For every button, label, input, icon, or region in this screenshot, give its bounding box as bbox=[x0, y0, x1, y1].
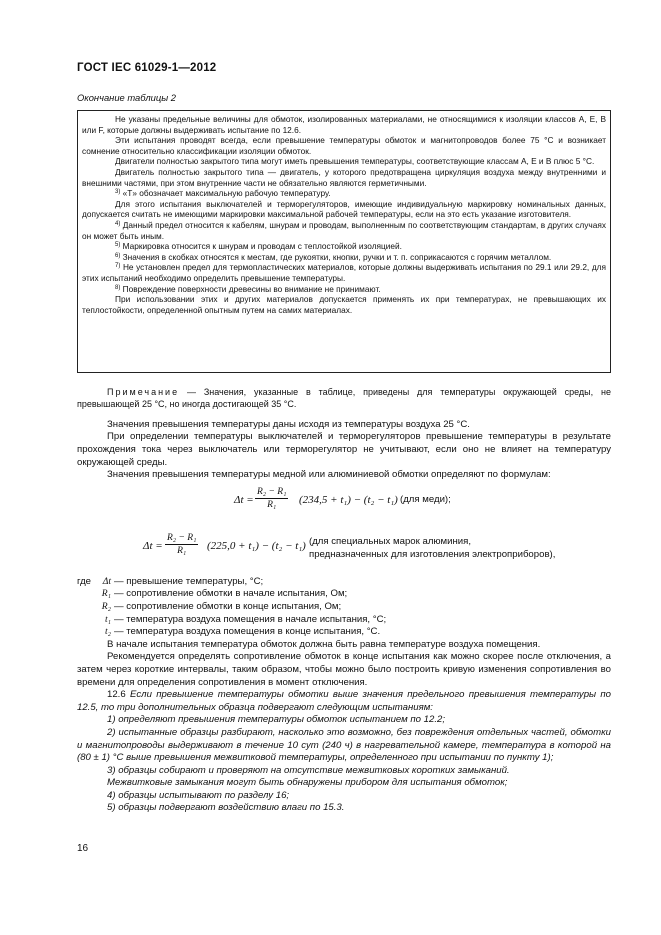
standard-header: ГОСТ IEC 61029-1—2012 bbox=[77, 62, 217, 74]
definition-text: — сопротивление обмотки в конце испытания, Ом; bbox=[114, 600, 342, 612]
note-text: — Значения, указанные в таблице, приведены для температуры окружающей среды, не превышающей 25 °С, но иногда достигающей 35 °С. bbox=[77, 387, 611, 410]
footnote-5: $^{5)}$ Маркировка относится к шнурам и проводам с теплостойкой изоляцией. bbox=[115, 241, 402, 252]
formula-aluminium bbox=[77, 526, 611, 576]
footnote-line: Двигатель полностью закрытого типа — двигатель, у которого предотвращена циркуляция воздуха между внутренними и внешними частями, при этом внутренние части не обязательно являются герметичными. bbox=[82, 166, 606, 188]
paragraph: Значения превышения температуры медной или алюминиевой обмотки определяют по формулам: bbox=[107, 469, 551, 481]
definition-text: — превышение температуры, °С; bbox=[114, 575, 264, 587]
fraction-numerator: R₂ − R₁ bbox=[257, 486, 287, 497]
definition-text: — температура воздуха помещения в конце испытания, °С. bbox=[114, 626, 381, 638]
formula-lhs: Δt = bbox=[234, 493, 254, 506]
paragraph: При определении температуры выключателей и терморегуляторов превышение температуры в результате прохождения тока через выключатель или терморегулятор не учитывают, если оно не влияет на температуру окружающей среды. bbox=[77, 431, 611, 468]
table-note bbox=[77, 386, 611, 411]
definition-text: — температура воздуха помещения в начале испытания, °С; bbox=[114, 613, 387, 625]
paragraph: В начале испытания температура обмоток должна быть равна температуре воздуха помещения. bbox=[107, 638, 541, 650]
fraction-numerator: R₂ − R₁ bbox=[167, 532, 197, 543]
definition-symbol: R₂ bbox=[101, 600, 111, 612]
footnote-mark: 8) bbox=[115, 284, 121, 291]
footnote-3: $^{3)}$ «T» обозначает максимальную рабочую температуру. bbox=[115, 188, 331, 199]
formula-lhs: Δt = bbox=[143, 539, 163, 552]
definition-text: — сопротивление обмотки в начале испытания, Ом; bbox=[114, 588, 348, 600]
footnote-line: Двигатели полностью закрытого типа могут иметь превышения температуры, соответствующие классам А, Е и В плюс 5 °С. bbox=[115, 156, 595, 167]
note-label: Примечание bbox=[107, 387, 180, 397]
footnote-line: Не указаны предельные величины для обмоток, изолированных материалами, не относящимися к изоляции классов А, E, В или F, которые должны выдерживать испытание по 12.6. bbox=[82, 114, 606, 135]
table-footnotes-box bbox=[77, 110, 611, 373]
clause-step: 4) образцы испытывают по разделу 16; bbox=[107, 789, 290, 801]
footnote-7: $^{7)}$ Не установлен предел для термопластических материалов, которые должны выдерживать испытания по 29.1 или 29.2, для этих испытаний необходимо определить превышение температуры. bbox=[82, 262, 606, 283]
clause-12-6-intro bbox=[77, 689, 611, 714]
footnote-mark: 4) bbox=[115, 220, 121, 227]
footnote-6: $^{6)}$ Значения в скобках относятся к местам, где рукоятки, кнопки, ручки и т. п. соприкасаются с горячим металлом. bbox=[115, 251, 552, 262]
footnote-mark: 7) bbox=[115, 263, 121, 270]
footnote-line: Эти испытания проводят всегда, если превышение температуры обмоток и магнитопроводов более 75 °С и возникает сомнение относительно классификации изоляции обмоток. bbox=[82, 135, 606, 156]
page-number: 16 bbox=[77, 843, 89, 854]
clause-step: 1) определяют превышения температуры обмоток испытанием по 12.2; bbox=[107, 714, 445, 726]
definition-item bbox=[77, 576, 611, 589]
clause-step: 5) образцы подвергают воздействию влаги по 15.3. bbox=[107, 802, 345, 814]
formula-rest: (225,0 + t₁) − (t₂ − t₁) bbox=[207, 539, 306, 552]
formula-fraction bbox=[165, 532, 198, 557]
formula-label-line2: предназначенных для изготовления электроприборов), bbox=[309, 548, 556, 560]
definition-item bbox=[77, 614, 611, 627]
formula-label: (для меди); bbox=[400, 493, 451, 505]
footnote-4: $^{4)}$ Данный предел относится к кабелям, шнурам и проводам, выполненным по соответствующим стандартам, в других случаях он может быть иным. bbox=[82, 219, 606, 241]
paragraph: Рекомендуется определять сопротивление обмоток в конце испытания как можно скорее после отключения, а затем через короткие интервалы, таким образом, чтобы можно было построить кривую изменения сопротивления во времени для определения сопротивления в момент отключения. bbox=[77, 651, 611, 688]
where-label: где bbox=[77, 575, 92, 587]
definition-item bbox=[77, 626, 611, 639]
clause-step: 2) испытанные образцы разбирают, насколько это возможно, без повреждения отдельных частей, обмотки и магнитопроводы выдерживают в течение 10 сут (240 ч) в нагревательной камере, температура в которой на (80 ± 1) °С выше превышения межвитковой температуры, определенного при испытании по пункту 1); bbox=[77, 726, 611, 764]
definition-symbol: Δt bbox=[102, 575, 111, 587]
definition-symbol: t₁ bbox=[104, 613, 111, 625]
fraction-denominator: R₁ bbox=[267, 499, 277, 510]
definitions-list bbox=[77, 576, 611, 639]
formula-copper bbox=[77, 482, 611, 526]
footnote-mark: 5) bbox=[115, 242, 121, 249]
footnote-mark: 3) bbox=[115, 189, 121, 196]
definition-item bbox=[77, 601, 611, 614]
definition-symbol: t₂ bbox=[104, 626, 111, 638]
definition-item bbox=[77, 588, 611, 601]
body-text bbox=[77, 386, 611, 815]
clause-step: Межвитковые замыкания могут быть обнаружены прибором для испытания обмоток; bbox=[107, 777, 508, 789]
paragraph: Значения превышения температуры даны исходя из температуры воздуха 25 °С. bbox=[107, 418, 470, 430]
clause-intro-text: Если превышение температуры обмотки выше значения предельного превышения температуры по 12.5, то три дополнительных образца подвергают следующим испытаниям: bbox=[77, 689, 611, 713]
formula-rest: (234,5 + t₁) − (t₂ − t₁) bbox=[299, 493, 398, 506]
definition-symbol: R₁ bbox=[101, 588, 111, 600]
clause-number: 12.6 bbox=[107, 689, 126, 701]
clause-step: 3) образцы собирают и проверяют на отсутствие межвитковых коротких замыканий. bbox=[107, 764, 510, 776]
footnote-closing: При использовании этих и других материалов допускается применять их при температурах, не превышающих их теплостойкости, определенной опытным путем на самих материалах. bbox=[82, 294, 606, 315]
fraction-denominator: R₁ bbox=[177, 545, 187, 556]
formula-label-line1: (для специальных марок алюминия, bbox=[309, 535, 471, 547]
footnote-3-para: Для этого испытания выключателей и терморегуляторов, имеющие индивидуальную маркировку номинальных данных, допускается считать не имеющими маркировки максимальной рабочей температуры, если на это есть указание изготовителя. bbox=[82, 198, 606, 220]
table-caption: Окончание таблицы 2 bbox=[77, 92, 176, 103]
footnote-mark: 6) bbox=[115, 252, 121, 259]
footnote-8: $^{8)}$ Повреждение поверхности древесины во внимание не принимают. bbox=[115, 283, 381, 294]
formula-fraction bbox=[255, 486, 288, 511]
